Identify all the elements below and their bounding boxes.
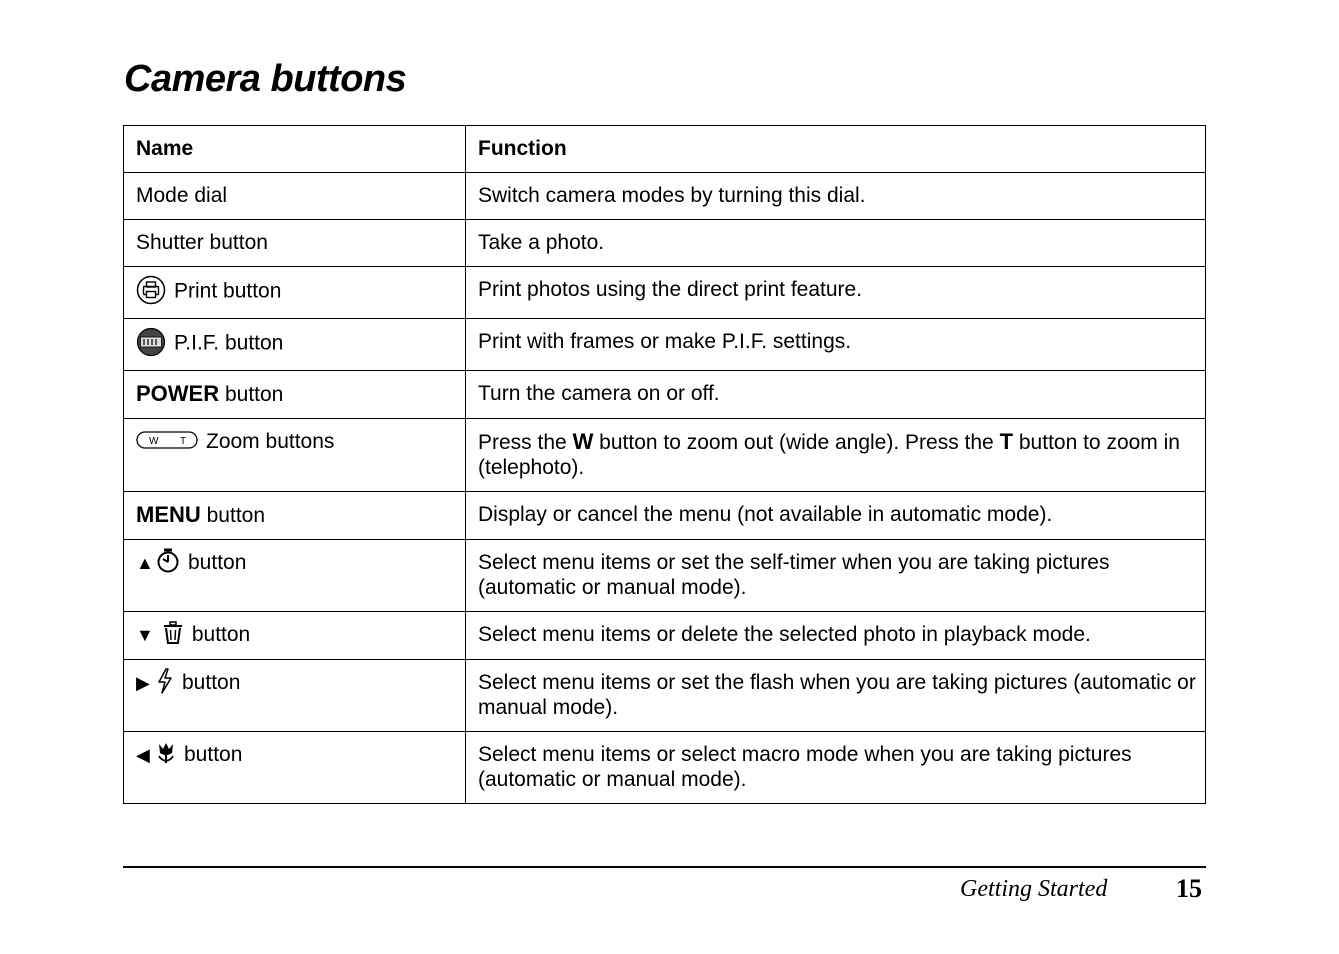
row-function: Select menu items or delete the selected photo in playback mode. — [466, 612, 1206, 660]
table-row — [124, 267, 1206, 319]
row-name: button — [184, 743, 243, 766]
table-row — [124, 540, 1206, 612]
row-function: Print with frames or make P.I.F. settings. — [466, 319, 1206, 371]
row-name: Mode dial — [124, 173, 466, 220]
row-name: button — [182, 671, 241, 694]
row-function: Print photos using the direct print feature. — [466, 267, 1206, 319]
row-name-cell — [124, 319, 466, 371]
up-arrow-icon: ▲ — [136, 553, 154, 573]
table-row — [124, 173, 1206, 220]
row-name-cell — [124, 492, 466, 540]
t-key-label: T — [999, 429, 1014, 454]
table-header-row — [124, 126, 1206, 173]
left-arrow-icon: ◀ — [136, 745, 150, 765]
function-text: button to zoom out (wide angle). Press the — [599, 431, 994, 454]
row-name-cell — [124, 660, 466, 732]
row-name-bold: MENU — [136, 502, 201, 527]
row-name: button — [191, 623, 251, 646]
table-row — [124, 220, 1206, 267]
row-name: Zoom buttons — [206, 430, 335, 453]
svg-text:W: W — [149, 436, 159, 448]
row-function: Turn the camera on or off. — [466, 371, 1206, 419]
function-text: button to zoom in (telephoto). — [478, 431, 1180, 479]
row-name: button — [224, 383, 284, 406]
print-icon — [136, 275, 166, 305]
table-row — [124, 612, 1206, 660]
header-function: Function — [466, 126, 1206, 173]
row-name-bold: POWER — [136, 381, 220, 406]
row-name-cell — [124, 371, 466, 419]
row-name-cell — [124, 612, 466, 660]
page-number: 15 — [1176, 874, 1202, 903]
w-key-label: W — [572, 429, 594, 454]
flash-icon — [156, 668, 174, 694]
row-name: P.I.F. button — [174, 331, 284, 355]
right-arrow-icon: ▶ — [136, 673, 150, 693]
macro-tulip-icon — [156, 741, 176, 765]
row-name: Print button — [174, 279, 282, 303]
table-row — [124, 732, 1206, 804]
zoom-wt-icon — [136, 431, 198, 449]
row-function: Select menu items or set the self-timer when you are taking pictures (automatic or manual mode). — [466, 540, 1206, 612]
trash-icon — [162, 621, 184, 645]
table-row — [124, 660, 1206, 732]
header-name: Name — [124, 126, 466, 173]
row-name: button — [206, 504, 266, 527]
row-name-cell — [124, 540, 466, 612]
function-text: Press the — [478, 431, 567, 454]
row-function: Select menu items or select macro mode when you are taking pictures (automatic or manual mode). — [466, 732, 1206, 804]
row-function: Display or cancel the menu (not available in automatic mode). — [466, 492, 1206, 540]
svg-text:T: T — [180, 436, 187, 448]
camera-buttons-table — [123, 125, 1206, 804]
footer-section-title: Getting Started — [960, 876, 1108, 902]
row-name: Shutter button — [124, 220, 466, 267]
row-function: Take a photo. — [466, 220, 1206, 267]
row-function-cell — [466, 419, 1206, 492]
row-function: Select menu items or set the flash when you are taking pictures (automatic or manual mode). — [466, 660, 1206, 732]
row-function: Switch camera modes by turning this dial. — [466, 173, 1206, 220]
down-arrow-icon: ▼ — [136, 625, 154, 645]
row-name-cell — [124, 732, 466, 804]
self-timer-icon — [156, 548, 180, 574]
row-name-cell — [124, 419, 466, 492]
pif-icon — [136, 327, 166, 357]
row-name: button — [188, 551, 247, 574]
footer-rule — [123, 866, 1206, 868]
page-title: Camera buttons — [124, 58, 407, 100]
table-row — [124, 371, 1206, 419]
table-row — [124, 419, 1206, 492]
table-row — [124, 319, 1206, 371]
row-name-cell — [124, 267, 466, 319]
table-row — [124, 492, 1206, 540]
